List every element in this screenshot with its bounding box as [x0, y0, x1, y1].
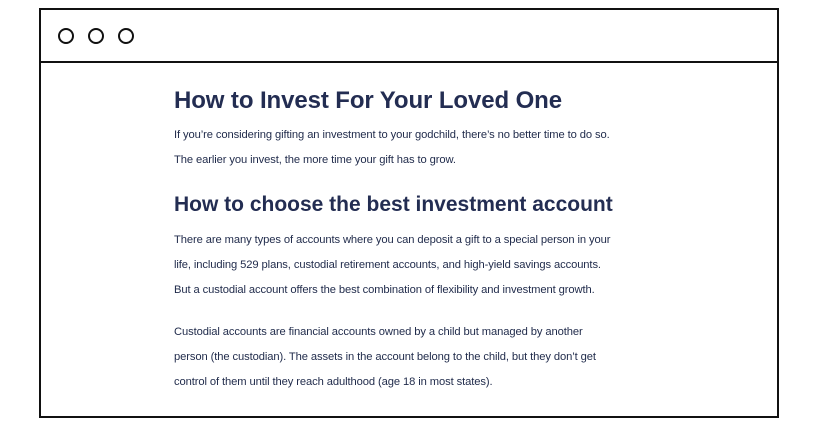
accounts-line-1: There are many types of accounts where you can deposit a gift to a special person in your	[174, 234, 611, 246]
page-title: How to Invest For Your Loved One	[174, 87, 562, 114]
custodial-line-1: Custodial accounts are financial accounts owned by a child but managed by another	[174, 326, 583, 338]
section-heading: How to choose the best investment account	[174, 193, 613, 216]
browser-window	[39, 8, 779, 418]
close-dot-icon[interactable]	[58, 28, 74, 44]
accounts-line-3: But a custodial account offers the best combination of flexibility and investment growth.	[174, 284, 595, 296]
accounts-line-2: life, including 529 plans, custodial retirement accounts, and high-yield savings accounts.	[174, 259, 601, 271]
maximize-dot-icon[interactable]	[118, 28, 134, 44]
intro-paragraph	[174, 123, 664, 173]
window-titlebar	[41, 10, 777, 63]
minimize-dot-icon[interactable]	[88, 28, 104, 44]
custodial-paragraph	[174, 320, 664, 395]
intro-line-2: The earlier you invest, the more time your gift has to grow.	[174, 154, 456, 166]
article-content	[174, 87, 664, 395]
custodial-line-2: person (the custodian). The assets in the account belong to the child, but they don’t get	[174, 351, 596, 363]
custodial-line-3: control of them until they reach adulthood (age 18 in most states).	[174, 376, 493, 388]
intro-line-1: If you’re considering gifting an investment to your godchild, there’s no better time to do so.	[174, 129, 610, 141]
window-controls	[58, 28, 134, 44]
accounts-paragraph	[174, 228, 664, 303]
